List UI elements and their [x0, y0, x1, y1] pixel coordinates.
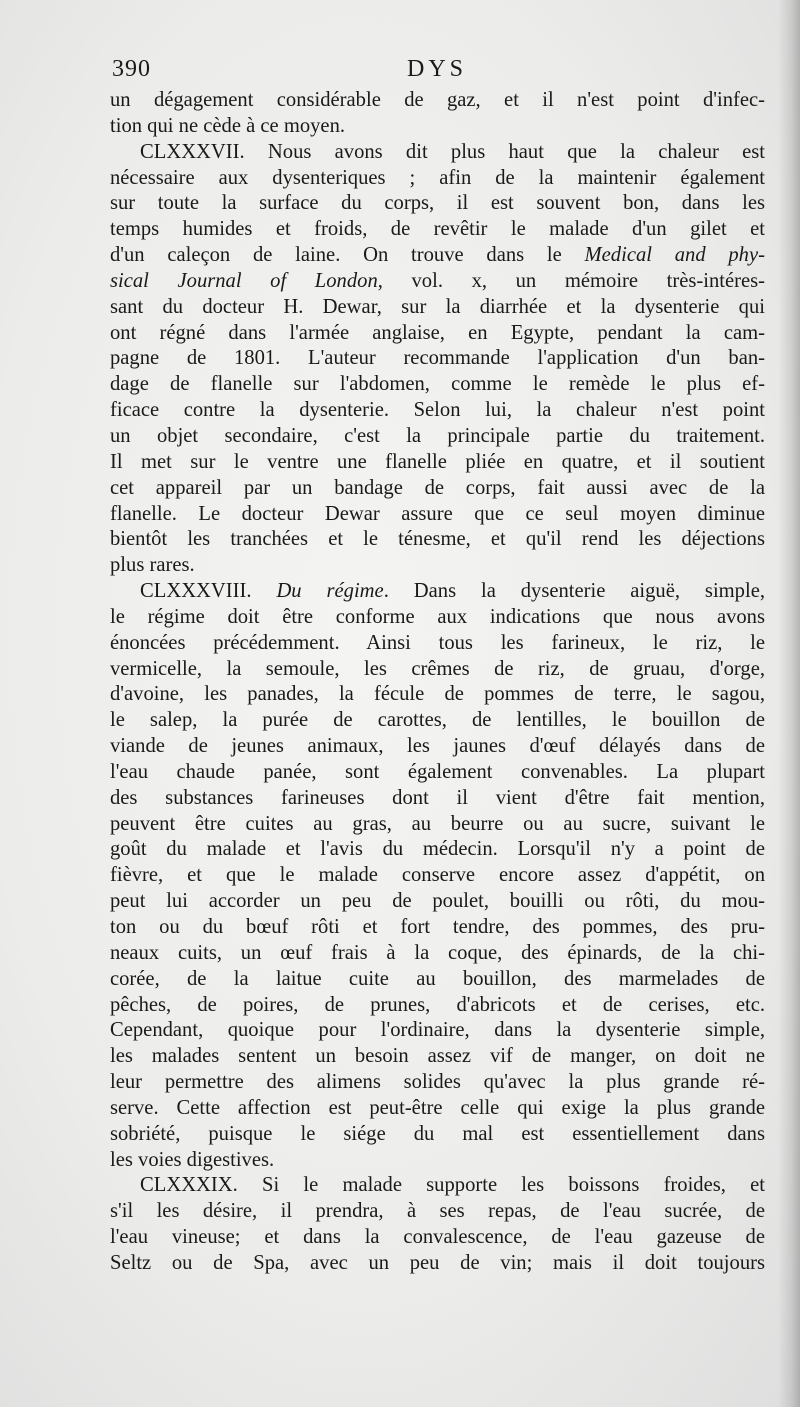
text-line: dage de flanelle sur l'abdomen, comme le remède le plus ef-: [110, 373, 765, 396]
text-line: sur toute la surface du corps, il est souvent bon, dans les: [110, 192, 765, 215]
page-header: [112, 56, 762, 92]
text-line: ficace contre la dysenterie. Selon lui, la chaleur n'est point: [110, 399, 765, 422]
text-line: goût du malade et l'avis du médecin. Lorsqu'il n'y a point de: [110, 838, 765, 861]
text-line: plus rares.: [110, 554, 195, 577]
text-line: serve. Cette affection est peut-être celle qui exige la plus grande: [110, 1096, 765, 1119]
text-line: un dégagement considérable de gaz, et il n'est point d'infec-: [110, 89, 765, 111]
text-line: s'il les désire, il prendra, à ses repas, de l'eau sucrée, de: [110, 1200, 765, 1223]
text-line: l'eau vineuse; et dans la convalescence, de l'eau gazeuse de: [110, 1226, 765, 1249]
text-line: CLXXXIX. Si le malade supporte les boissons froides, et: [140, 1174, 765, 1197]
italic-phrase: Medical and phy-: [584, 244, 765, 267]
text-line: peuvent être cuites au gras, au beurre ou au sucre, suivant le: [110, 812, 765, 835]
text-line: ont régné dans l'armée anglaise, en Egypte, pendant la cam-: [110, 321, 765, 344]
text-line: CLXXXVII. Nous avons dit plus haut que la chaleur est: [140, 140, 765, 163]
text-line: tion qui ne cède à ce moyen.: [110, 114, 346, 137]
text-line: bientôt les tranchées et le ténesme, et qu'il rend les déjections: [110, 528, 765, 551]
text-line: corée, de la laitue cuite au bouillon, des marmelades de: [110, 967, 765, 990]
text-line: neaux cuits, un œuf frais à la coque, des épinards, de la chi-: [110, 941, 765, 964]
text-line: énoncées précédemment. Ainsi tous les farineux, le riz, le: [110, 631, 765, 654]
text-line: Il met sur le ventre une flanelle pliée en quatre, et il soutient: [110, 450, 765, 473]
italic-phrase: Du régime: [276, 580, 384, 603]
text-line: leur permettre des alimens solides qu'avec la plus grande ré-: [110, 1071, 765, 1094]
page-number: 390: [112, 56, 151, 82]
page-edge-shadow: [778, 0, 800, 1407]
text-line: vermicelle, la semoule, les crêmes de riz, de gruau, d'orge,: [110, 657, 765, 680]
text-line: d'un caleçon de laine. On trouve dans le Medical and phy-: [110, 244, 765, 267]
text-line: ton ou du bœuf rôti et fort tendre, des pommes, des pru-: [110, 916, 765, 938]
text-line: cet appareil par un bandage de corps, fait aussi avec de la: [110, 476, 765, 499]
text-line: flanelle. Le docteur Dewar assure que ce seul moyen diminue: [110, 502, 765, 525]
text-line: sant du docteur H. Dewar, sur la diarrhée et la dysenterie qui: [110, 295, 765, 318]
text-line: d'avoine, les panades, la fécule de pommes de terre, le sagou,: [110, 683, 765, 706]
italic-phrase: sical Journal of London: [110, 269, 378, 292]
text-line: un objet secondaire, c'est la principale partie du traitement.: [110, 424, 765, 447]
text-line: des substances farineuses dont il vient d'être fait mention,: [110, 786, 765, 809]
text-line: Seltz ou de Spa, avec un peu de vin; mais il doit toujours: [110, 1251, 765, 1274]
text-line: peut lui accorder un peu de poulet, bouilli ou rôti, du mou-: [110, 890, 765, 913]
text-line: viande de jeunes animaux, les jaunes d'œuf délayés dans de: [110, 735, 765, 758]
text-line: pagne de 1801. L'auteur recommande l'application d'un ban-: [110, 347, 765, 370]
text-line: Cependant, quoique pour l'ordinaire, dans la dysenterie simple,: [110, 1019, 765, 1042]
text-line: l'eau chaude panée, sont également convenables. La plupart: [110, 760, 765, 783]
text-line: sobriété, puisque le siége du mal est essentiellement dans: [110, 1122, 765, 1145]
text-line: temps humides et froids, de revêtir le malade d'un gilet et: [110, 218, 765, 241]
running-title: DYS: [406, 56, 467, 82]
text-line: le régime doit être conforme aux indications que nous avons: [110, 605, 765, 628]
text-line: les malades sentent un besoin assez vif de manger, on doit ne: [110, 1045, 765, 1068]
text-line: les voies digestives.: [110, 1148, 275, 1171]
text-line: fièvre, et que le malade conserve encore assez d'appétit, on: [110, 864, 765, 887]
text-line: CLXXXVIII. Du régime. Dans la dysenterie aiguë, simple,: [140, 580, 765, 603]
text-line: nécessaire aux dysenteriques ; afin de la maintenir également: [110, 166, 765, 189]
text-line: pêches, de poires, de prunes, d'abricots et de cerises, etc.: [110, 993, 765, 1016]
body-text: [110, 88, 765, 1277]
text-line: sical Journal of London, vol. x, un mémoire très-intéres-: [110, 269, 765, 292]
text-line: le salep, la purée de carottes, de lentilles, le bouillon de: [110, 709, 765, 732]
